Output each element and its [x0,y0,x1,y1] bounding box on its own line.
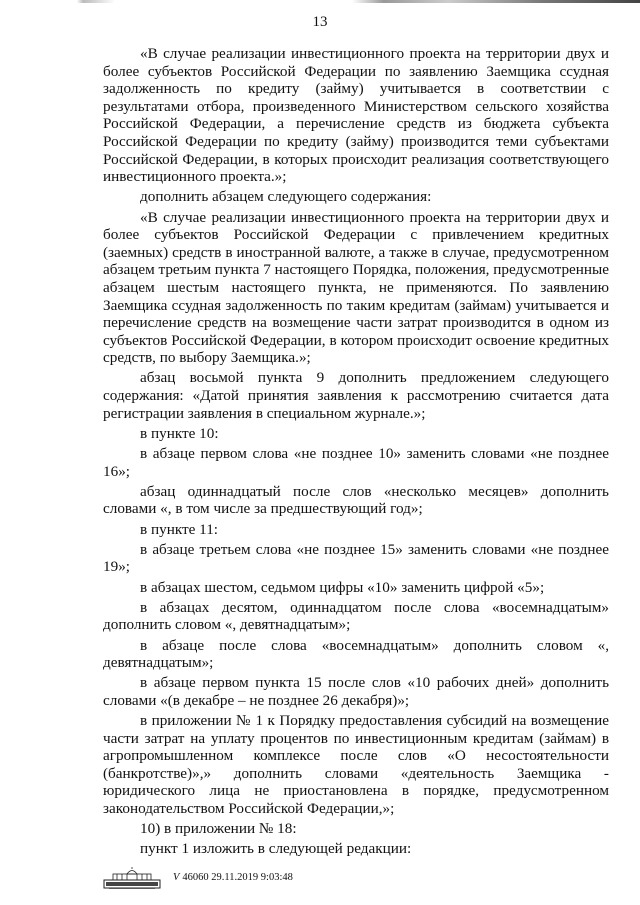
document-body [103,45,609,861]
paragraph: дополнить абзацем следующего содержания: [140,188,432,206]
government-building-stamp-icon [103,866,161,890]
paragraph: пункт 1 изложить в следующей редакции: [140,840,412,858]
paragraph: в приложении № 1 к Порядку предоставления субсидий на возмещение части затрат на уплату процентов по инвестиционным кредитам (займам) в агропромышленном комплексе после слов «О несостоятельности (банкротстве)»,» дополнить словами «деятельность Заемщика - юридического лица не приостановлена в порядке, предусмотренном законодательством Российской Федерации,»; [103,712,609,818]
registration-number-date: 46060 29.11.2019 9:03:48 [182,872,293,883]
paragraph: 10) в приложении № 18: [140,820,297,838]
document-footer [103,866,293,890]
paragraph: «В случае реализации инвестиционного проекта на территории двух и более субъектов Российской Федерации по заявлению Заемщика ссудная задолженность по кредиту (займу) учитывается в соответствии с результатами отбора, произведенного Министерством сельского хозяйства Российской Федерации, а перечисление средств из бюджета субъекта Российской Федерации по кредиту (займу) производится теми субъектами Российской Федерации, в которых происходит реализация соответствующего инвестиционного проекта.»; [103,45,609,186]
page-number: 13 [312,14,328,30]
paragraph: в абзацах десятом, одиннадцатом после слова «восемнадцатым» дополнить словом «, девятнадцатым»; [103,598,609,634]
paragraph: в абзацах шестом, седьмом цифры «10» заменить цифрой «5»; [140,578,545,596]
registration-mark: V [173,872,180,883]
paragraph: в абзаце третьем слова «не позднее 15» заменить словами «не позднее 19»; [103,540,609,576]
paragraph: «В случае реализации инвестиционного проекта на территории двух и более субъектов Российской Федерации с привлечением кредитных (заемных) средств в иностранной валюте, а также в случае, предусмотренном абзацем третьим пункта 7 настоящего Порядка, положения, предусмотренные абзацем шестым настоящего пункта, не применяются. По заявлению Заемщика ссудная задолженность по таким кредитам (займам) учитывается и перечисление средств на возмещение части затрат производится в одном из субъектов Российской Федерации, в котором происходит освоение кредитных средств, по выбору Заемщика.»; [103,208,609,367]
paragraph: в абзаце первом слова «не позднее 10» заменить словами «не позднее 16»; [103,445,609,480]
paragraph: в абзаце после слова «восемнадцатым» дополнить словом «, девятнадцатым»; [103,636,609,672]
paragraph: абзац восьмой пункта 9 дополнить предложением следующего содержания: «Датой принятия заявления к рассмотрению считается дата регистрации заявления в специальном журнале.»; [103,369,609,422]
scan-edge [0,0,640,3]
registration-code [173,872,293,884]
paragraph: абзац одиннадцатый после слов «несколько месяцев» дополнить словами «, в том числе за предшествующий год»; [103,482,609,518]
paragraph: в абзаце первом пункта 15 после слов «10 рабочих дней» дополнить словами «(в декабре – не позднее 26 декабря)»; [103,674,609,709]
paragraph: в пункте 10: [140,424,219,442]
paragraph: в пункте 11: [140,520,219,538]
